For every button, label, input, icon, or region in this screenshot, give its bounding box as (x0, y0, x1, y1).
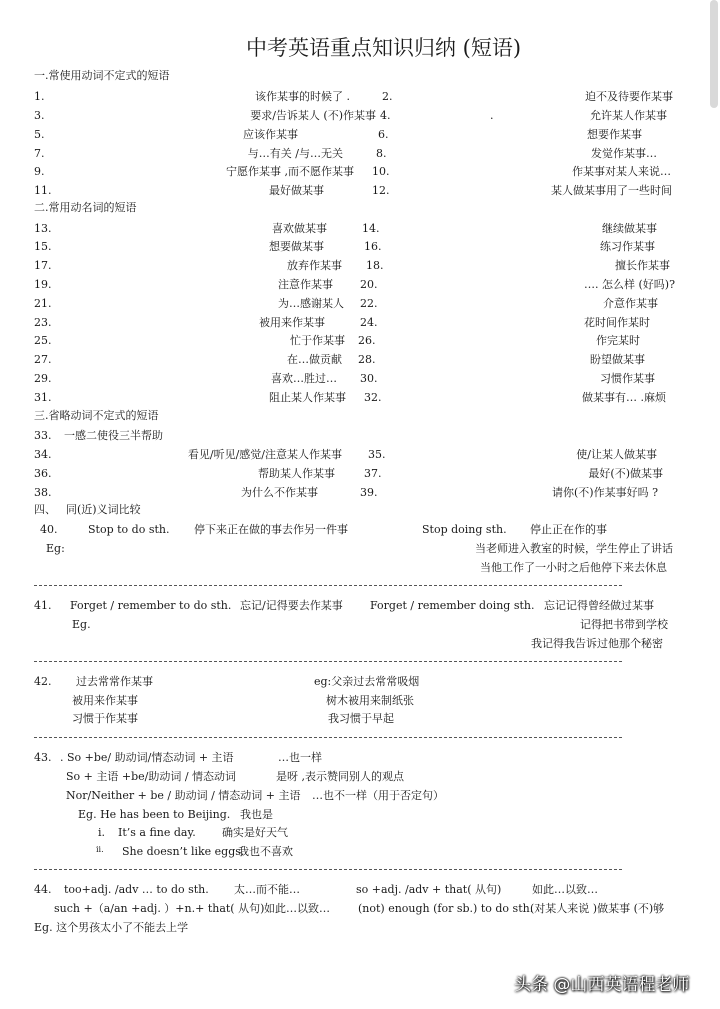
item-text: 花时间作某时 (584, 316, 650, 329)
divider (34, 737, 622, 738)
example-text: eg:父亲过去常常吸烟 (314, 675, 420, 688)
item-number: 39. (360, 486, 378, 499)
item-text: 想要做某事 (269, 240, 324, 253)
section-header-1: 一.常使用动词不定式的短语 (34, 69, 170, 82)
example-label: Eg: (46, 542, 65, 555)
item-number: 1. (34, 90, 45, 103)
phrase-en: too+adj. /adv … to do sth. (64, 883, 209, 896)
item-text: 看见/听见/感觉/注意某人作某事 (187, 448, 342, 461)
item-text: 放弃作某事 (287, 259, 342, 272)
item-number: 40. (40, 523, 58, 536)
phrase-en: such +（a/an +adj. ）+n.+ that( 从句) (54, 902, 265, 915)
item-text: 最好做某事 (269, 184, 324, 197)
item-number: 41. (34, 599, 52, 612)
phrase-en: Stop to do sth. (88, 523, 170, 536)
item-text: 想要作某事 (587, 128, 642, 141)
item-text: 盼望做某事 (590, 353, 645, 366)
item-number: 26. (358, 334, 376, 347)
page-title: 中考英语重点知识归纳 (短语) (246, 36, 522, 60)
item-number: 22. (360, 297, 378, 310)
example-text: It’s a fine day. (118, 826, 196, 839)
item-number: 19. (34, 278, 52, 291)
item-number: 27. (34, 353, 52, 366)
phrase-cn: 如此…以致… (532, 883, 598, 896)
item-number: 5. (34, 128, 45, 141)
section-header-3: 三.省略动词不定式的短语 (34, 409, 159, 422)
item-number: 7. (34, 147, 45, 160)
item-text: 喜欢做某事 (272, 222, 327, 235)
item-text: 迫不及待要作某事 (585, 90, 673, 103)
phrase-cn: 是呀 ,表示赞同别人的观点 (276, 770, 404, 783)
phrase-en: Forget / remember to do sth. (70, 599, 232, 612)
item-number: 28. (358, 353, 376, 366)
item-number: 35. (368, 448, 386, 461)
phrase-en: So + 主语 +be/助动词 / 情态动词 (66, 770, 237, 783)
divider (34, 661, 622, 662)
item-text: 做某事有… .麻烦 (582, 391, 666, 404)
item-number: 44. (34, 883, 52, 896)
item-text: 习惯作某事 (600, 372, 655, 385)
divider (34, 869, 622, 870)
item-number: 11. (34, 184, 52, 197)
item-text: 应该作某事 (243, 128, 298, 141)
item-text: 发觉作某事… (591, 147, 657, 160)
item-number: 34. (34, 448, 52, 461)
phrase-cn: 被用来作某事 (72, 694, 138, 707)
item-text: 阻止某人作某事 (269, 391, 346, 404)
phrase-en: (not) enough (for sb.) to do sth. (358, 902, 534, 915)
section-header-2: 二.常用动名词的短语 (34, 201, 137, 214)
item-number: 18. (366, 259, 384, 272)
phrase-cn: 停止正在作的事 (530, 523, 607, 536)
item-text: 作某事对某人来说… (572, 165, 671, 178)
item-text: 被用来作某事 (259, 316, 325, 329)
divider (34, 585, 622, 586)
item-number: 9. (34, 165, 45, 178)
item-number: 30. (360, 372, 378, 385)
example-text: She doesn’t like eggs. (122, 845, 245, 858)
example-text: Eg. 这个男孩太小了不能去上学 (34, 921, 189, 934)
phrase-en: so +adj. /adv + that( 从句) (356, 883, 502, 896)
item-text: 喜欢…胜过… (271, 372, 337, 385)
watermark: 头条 @山西英语程老师 (514, 975, 690, 995)
item-number: 17. (34, 259, 52, 272)
scrollbar[interactable] (710, 0, 718, 108)
phrase-en: . So +be/ 助动词/情态动词 + 主语 (60, 751, 234, 764)
phrase-en: Nor/Neither + be / 助动词 / 情态动词 + 主语 (66, 789, 301, 802)
item-number: 4. (380, 109, 391, 122)
example-text: 当老师进入教室的时候，学生停止了讲话 (475, 542, 673, 555)
item-text: 帮助某人作某事 (258, 467, 335, 480)
item-text: 该作某事的时候了 . (255, 90, 350, 103)
phrase-en: Forget / remember doing sth. (370, 599, 535, 612)
example-text: 我习惯于早起 (328, 712, 394, 725)
example-label: Eg. He has been to Beijing. (78, 808, 231, 821)
phrase-cn: 停下来正在做的事去作另一件事 (194, 523, 348, 536)
sub-item-number: ii. (96, 845, 104, 854)
item-number: 36. (34, 467, 52, 480)
item-number: 16. (364, 240, 382, 253)
phrase-cn: 如此…以致… (264, 902, 330, 915)
item-text: 作完某时 (596, 334, 640, 347)
example-text: 确实是好天气 (222, 826, 288, 839)
item-number: 24. (360, 316, 378, 329)
item-number: 14. (362, 222, 380, 235)
item-number: 3. (34, 109, 45, 122)
item-number: 13. (34, 222, 52, 235)
item-number: 38. (34, 486, 52, 499)
item-text: 某人做某事用了一些时间 (551, 184, 672, 197)
item-number: 37. (364, 467, 382, 480)
example-label: Eg. (72, 618, 91, 631)
phrase-cn: 太…而不能… (234, 883, 300, 896)
item-text: 请你(不)作某事好吗 ? (552, 486, 658, 499)
item-number: 2. (382, 90, 393, 103)
item-text: 使/让某人做某事 (576, 448, 657, 461)
sub-item-number: i. (98, 826, 106, 839)
example-text: 我也不喜欢 (238, 845, 293, 858)
item-number: 32. (364, 391, 382, 404)
phrase-cn: 忘记记得曾经做过某事 (544, 599, 654, 612)
item-text: 介意作某事 (603, 297, 658, 310)
item-text: 为什么不作某事 (241, 486, 318, 499)
phrase-cn: (对某人来说 )做某事 (不)够 (530, 902, 665, 915)
item-number: 10. (372, 165, 390, 178)
item-text: 忙于作某事 (290, 334, 345, 347)
phrase-cn: …也一样 (278, 751, 322, 764)
item-number: 25. (34, 334, 52, 347)
phrase-en: Stop doing sth. (422, 523, 507, 536)
example-text: 树木被用来制纸张 (326, 694, 414, 707)
example-text: 记得把书带到学校 (580, 618, 668, 631)
example-text: 当他工作了一小时之后他停下来去休息 (480, 561, 667, 574)
item-text: 练习作某事 (600, 240, 655, 253)
item-text: 与…有关 /与…无关 (247, 147, 343, 160)
item-text: 宁愿作某事 ,而不愿作某事 (226, 165, 354, 178)
phrase-cn: 过去常常作某事 (76, 675, 153, 688)
item-text: …. 怎么样 (好吗)? (584, 278, 675, 291)
item-text: 一感二使役三半帮助 (64, 429, 163, 442)
item-number: 8. (376, 147, 387, 160)
item-text: 为…感谢某人 (278, 297, 344, 310)
example-text: 我记得我告诉过他那个秘密 (531, 637, 663, 650)
item-number: 12. (372, 184, 390, 197)
item-number: 20. (360, 278, 378, 291)
item-number: 21. (34, 297, 52, 310)
item-number: 15. (34, 240, 52, 253)
item-text: 注意作某事 (278, 278, 333, 291)
item-number: 23. (34, 316, 52, 329)
item-text: 擅长作某事 (615, 259, 670, 272)
item-dot: . (490, 109, 494, 122)
item-text: 最好(不)做某事 (588, 467, 663, 480)
item-text: 允许某人作某事 (590, 109, 667, 122)
section-header-4-number: 四、 (34, 503, 56, 516)
item-text: 在…做贡献 (287, 353, 342, 366)
item-number: 29. (34, 372, 52, 385)
item-number: 42. (34, 675, 52, 688)
item-number: 33. (34, 429, 52, 442)
phrase-cn: …也不一样（用于否定句） (312, 789, 444, 802)
item-number: 31. (34, 391, 52, 404)
item-text: 继续做某事 (602, 222, 657, 235)
item-text: 要求/告诉某人 (不)作某事 (250, 109, 376, 122)
item-number: 6. (378, 128, 389, 141)
example-text: 我也是 (240, 808, 273, 821)
section-header-4: 同(近)义词比较 (66, 503, 141, 516)
phrase-cn: 习惯于作某事 (72, 712, 138, 725)
item-number: 43. (34, 751, 52, 764)
phrase-cn: 忘记/记得要去作某事 (240, 599, 343, 612)
